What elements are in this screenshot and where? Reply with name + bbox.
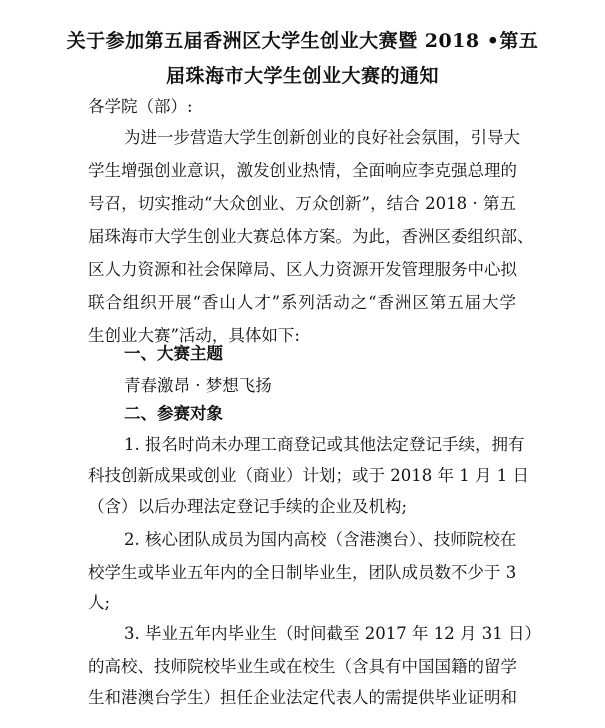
item-1-line-1: 1. 报名时尚未办理工商登记或其他法定登记手续，拥有	[124, 435, 525, 454]
intro-line-7: 生创业大赛”活动，具体如下:	[88, 326, 300, 345]
item-1-line-3: （含）以后办理法定登记手续的企业及机构;	[88, 497, 408, 516]
intro-line-1: 为进一步营造大学生创新创业的良好社会氛围，引导大	[124, 128, 520, 147]
item-3-line-3: 生和港澳台学生）担任企业法定代表人的需提供毕业证明和	[88, 688, 517, 707]
item-1-line-2: 科技创新成果或创业（商业）计划；或于 2018 年 1 月 1 日	[88, 466, 529, 485]
item-2-line-2: 校学生或毕业五年内的全日制毕业生，团队成员数不少于 3	[88, 563, 517, 582]
item-2-line-3: 人;	[88, 593, 111, 612]
section-1-heading: 一、大赛主题	[124, 344, 223, 363]
intro-line-3: 号召，切实推动“大众创业、万众创新”，结合 2018 · 第五	[88, 194, 516, 213]
item-2-line-1: 2. 核心团队成员为国内高校（含港澳台）、技师院校在	[124, 530, 517, 549]
item-3-line-1: 3. 毕业五年内毕业生（时间截至 2017 年 12 月 31 日）	[124, 624, 541, 643]
document-title-line-2: 届珠海市大学生创业大赛的通知	[165, 65, 439, 87]
intro-line-6: 联合组织开展“香山人才”系列活动之“香洲区第五届大学	[88, 293, 516, 312]
section-1-text: 青春激昂 · 梦想飞扬	[124, 376, 272, 395]
intro-line-2: 学生增强创业意识，激发创业热情，全面响应李克强总理的	[88, 161, 517, 180]
intro-line-5: 区人力资源和社会保障局、区人力资源开发管理服务中心拟	[88, 260, 517, 279]
document-title-line-1: 关于参加第五届香洲区大学生创业大赛暨 2018 •第五	[66, 30, 539, 52]
intro-line-4: 届珠海市大学生创业大赛总体方案。为此，香洲区委组织部、	[88, 227, 534, 246]
section-2-heading: 二、参赛对象	[124, 404, 223, 423]
item-3-line-2: 的高校、技师院校毕业生或在校生（含具有中国国籍的留学	[88, 657, 517, 676]
salutation: 各学院（部）:	[88, 97, 193, 116]
